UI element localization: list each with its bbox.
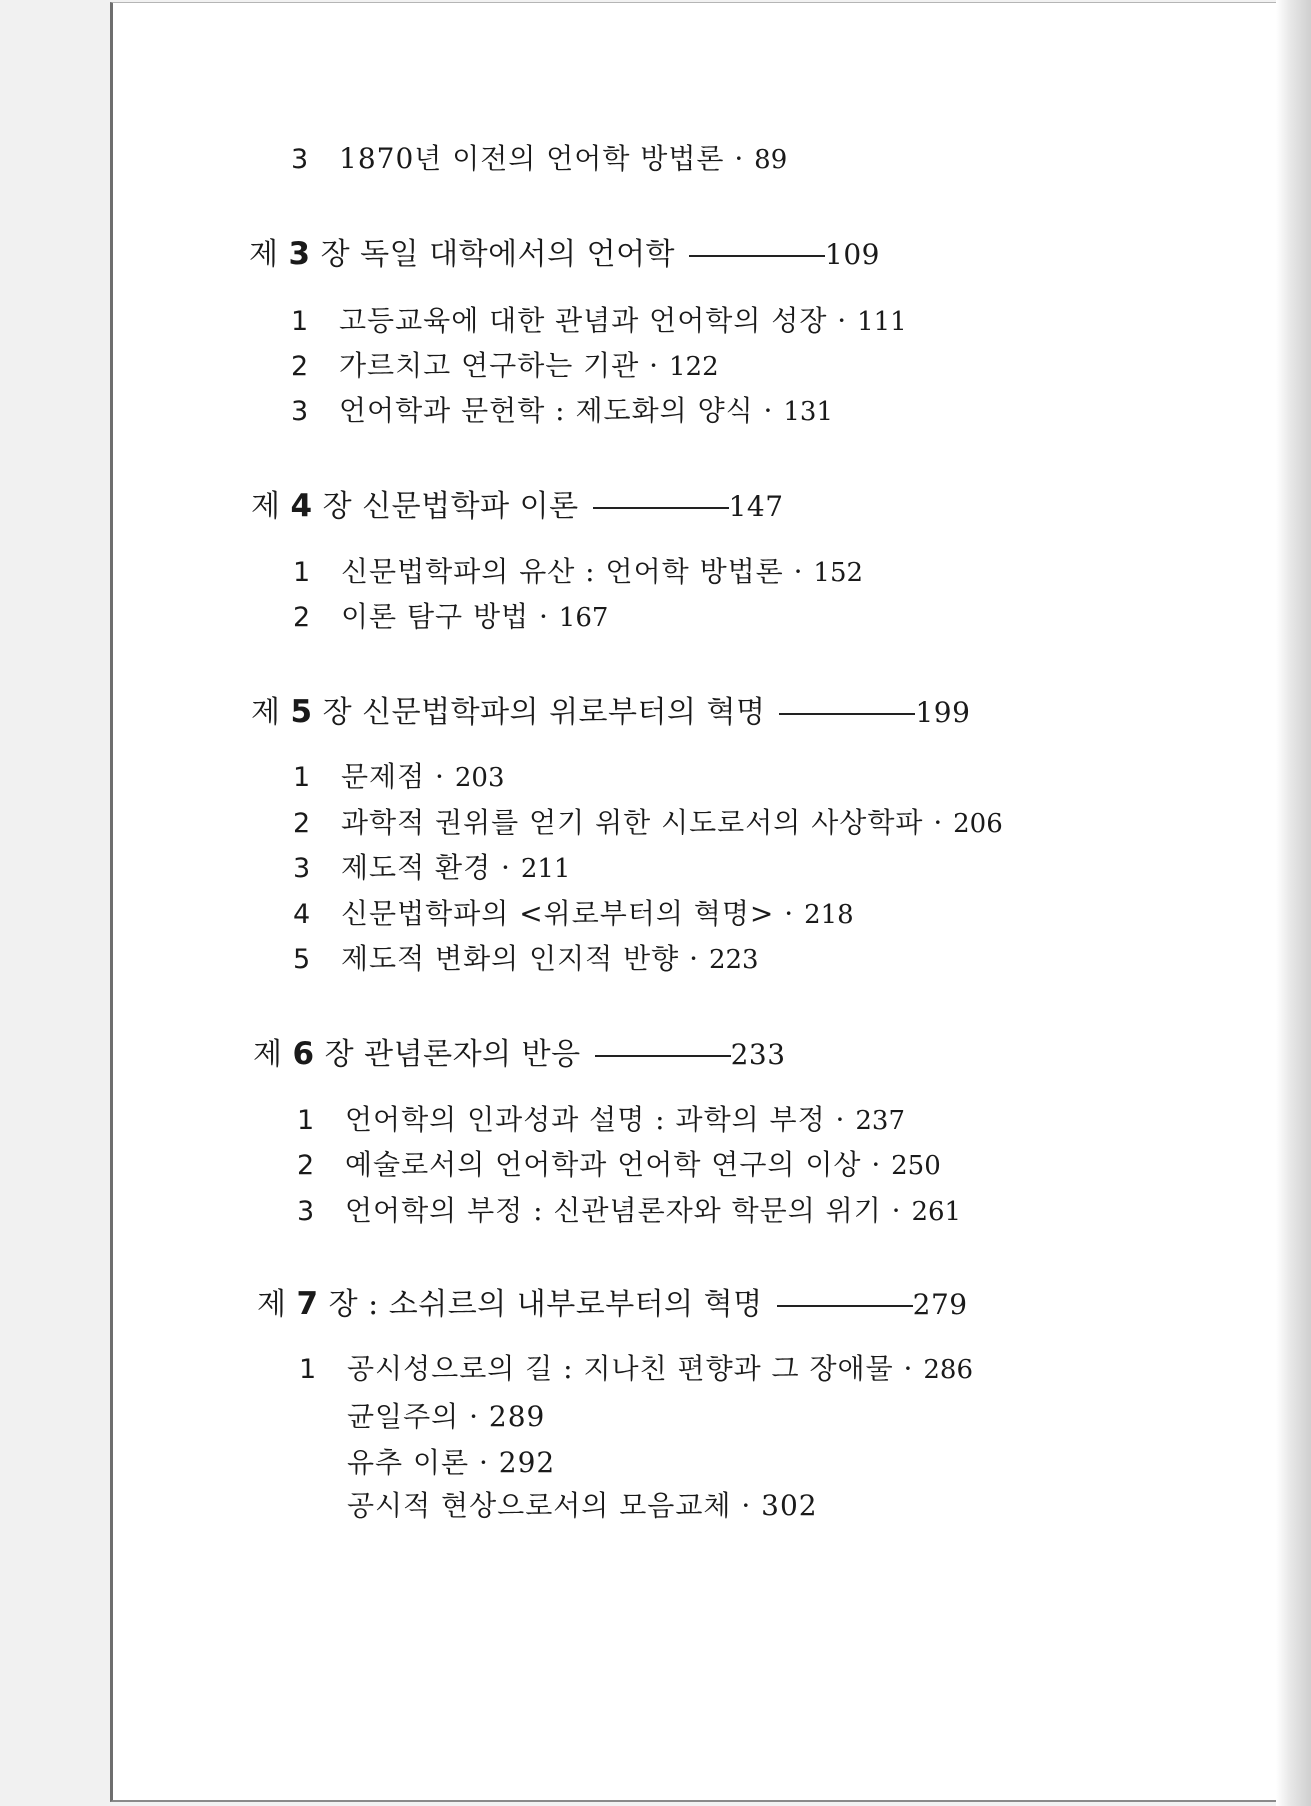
section-number: 1	[297, 1105, 316, 1136]
section-number: 2	[297, 1150, 316, 1181]
toc-chapter-7	[257, 1286, 968, 1322]
section-title: 이론 탐구 방법 ·	[341, 600, 559, 633]
chapter-prefix: 제	[249, 237, 289, 272]
chapter-page: 233	[730, 1038, 786, 1071]
section-number: 2	[291, 351, 310, 382]
section-page: 223	[708, 945, 759, 975]
section-title: 1870년 이전의 언어학 방법론 ·	[339, 142, 755, 175]
section-number: 1	[291, 306, 310, 337]
toc-section-6-1	[297, 1103, 905, 1136]
section-page: 211	[520, 854, 571, 884]
section-number: 2	[293, 602, 312, 633]
toc-chapter-5	[251, 694, 971, 730]
section-page: 203	[454, 763, 505, 793]
toc-section-5-4	[293, 897, 854, 930]
section-number: 1	[293, 557, 312, 588]
chapter-page: 109	[825, 238, 880, 271]
toc-section-4-1	[293, 555, 864, 588]
section-page: 206	[953, 809, 1003, 839]
toc-section-5-2	[293, 806, 1003, 839]
section-title: 문제점 ·	[341, 760, 455, 793]
toc-section-3-1	[291, 304, 907, 337]
chapter-title: 장 독일 대학에서의 언어학	[310, 237, 676, 272]
chapter-title: 장 관념론자의 반응	[314, 1037, 581, 1072]
section-title: 언어학의 인과성과 설명 : 과학의 부정 ·	[345, 1103, 856, 1136]
toc-section-4-2	[293, 600, 609, 633]
section-page: 111	[857, 307, 907, 337]
subsection-page: 289	[488, 1400, 546, 1433]
toc-subsection-7-1-c	[347, 1489, 818, 1522]
chapter-page: 147	[728, 490, 784, 523]
section-number: 3	[291, 144, 310, 175]
chapter-title: 장 : 소쉬르의 내부로부터의 혁명	[318, 1287, 763, 1322]
section-title: 공시성으로의 길 : 지나친 편향과 그 장애물 ·	[347, 1352, 924, 1385]
section-number: 1	[293, 762, 312, 793]
chapter-title: 장 신문법학파 이론	[312, 489, 579, 524]
toc-subsection-7-1-a	[347, 1400, 546, 1433]
leader-rule	[779, 713, 915, 715]
section-title: 제도적 환경 ·	[341, 851, 521, 884]
section-number: 1	[299, 1354, 318, 1385]
section-page: 122	[668, 352, 719, 382]
section-number: 3	[291, 396, 310, 427]
section-page: 89	[754, 145, 788, 175]
page-edge-shadow	[1276, 0, 1311, 1806]
section-page: 237	[855, 1106, 905, 1136]
toc-chapter-3	[249, 236, 880, 272]
section-title: 제도적 변화의 인지적 반향 ·	[341, 942, 709, 975]
chapter-number: 5	[290, 694, 313, 730]
chapter-prefix: 제	[251, 489, 291, 524]
section-page: 286	[923, 1355, 973, 1385]
chapter-number: 6	[292, 1036, 315, 1072]
toc-chapter-6	[253, 1036, 786, 1072]
book-page	[110, 2, 1290, 1802]
subsection-page: 292	[498, 1446, 556, 1479]
section-page: 250	[891, 1151, 941, 1181]
section-title: 신문법학파의 유산 : 언어학 방법론 ·	[341, 555, 814, 588]
toc-section-6-2	[297, 1148, 941, 1181]
leader-rule	[593, 507, 729, 509]
section-number: 3	[293, 853, 312, 884]
chapter-prefix: 제	[253, 1037, 293, 1072]
chapter-page: 199	[915, 696, 971, 729]
chapter-title: 장 신문법학파의 위로부터의 혁명	[312, 695, 766, 730]
section-page: 261	[911, 1197, 962, 1227]
section-number: 3	[297, 1196, 316, 1227]
section-number: 2	[293, 808, 312, 839]
toc-section-lead	[291, 142, 788, 175]
chapter-page: 279	[912, 1288, 968, 1321]
toc-section-6-3	[297, 1194, 962, 1227]
toc-subsection-7-1-b	[347, 1446, 556, 1479]
section-title: 고등교육에 대한 관념과 언어학의 성장 ·	[339, 304, 858, 337]
toc-section-7-1	[299, 1352, 973, 1385]
left-margin	[0, 0, 110, 1806]
section-number: 4	[293, 899, 312, 930]
section-title: 신문법학파의 <위로부터의 혁명> ·	[341, 897, 805, 930]
section-page: 152	[813, 558, 864, 588]
section-title: 과학적 권위를 얻기 위한 시도로서의 사상학파 ·	[341, 806, 954, 839]
toc-chapter-4	[251, 488, 784, 524]
toc-section-5-3	[293, 851, 571, 884]
toc-section-3-3	[291, 394, 834, 427]
section-title: 예술로서의 언어학과 언어학 연구의 이상 ·	[345, 1148, 892, 1181]
toc-section-5-5	[293, 942, 759, 975]
subsection-page: 302	[761, 1489, 818, 1522]
section-title: 언어학의 부정 : 신관념론자와 학문의 위기 ·	[345, 1194, 912, 1227]
toc-section-5-1	[293, 760, 505, 793]
chapter-number: 7	[296, 1286, 319, 1322]
chapter-prefix: 제	[257, 1287, 297, 1322]
section-page: 167	[558, 603, 609, 633]
subsection-title: 공시적 현상으로서의 모음교체 ·	[347, 1489, 762, 1522]
leader-rule	[595, 1055, 731, 1057]
chapter-prefix: 제	[251, 695, 291, 730]
section-number: 5	[293, 944, 312, 975]
section-page: 131	[783, 397, 834, 427]
subsection-title: 균일주의 ·	[347, 1400, 489, 1433]
chapter-number: 4	[290, 488, 313, 524]
section-title: 언어학과 문헌학 : 제도화의 양식 ·	[339, 394, 784, 427]
toc-section-3-2	[291, 349, 719, 382]
leader-rule	[777, 1305, 913, 1307]
section-title: 가르치고 연구하는 기관 ·	[339, 349, 669, 382]
subsection-title: 유추 이론 ·	[347, 1446, 499, 1479]
chapter-number: 3	[288, 236, 311, 272]
leader-rule	[689, 255, 825, 257]
section-page: 218	[804, 900, 854, 930]
